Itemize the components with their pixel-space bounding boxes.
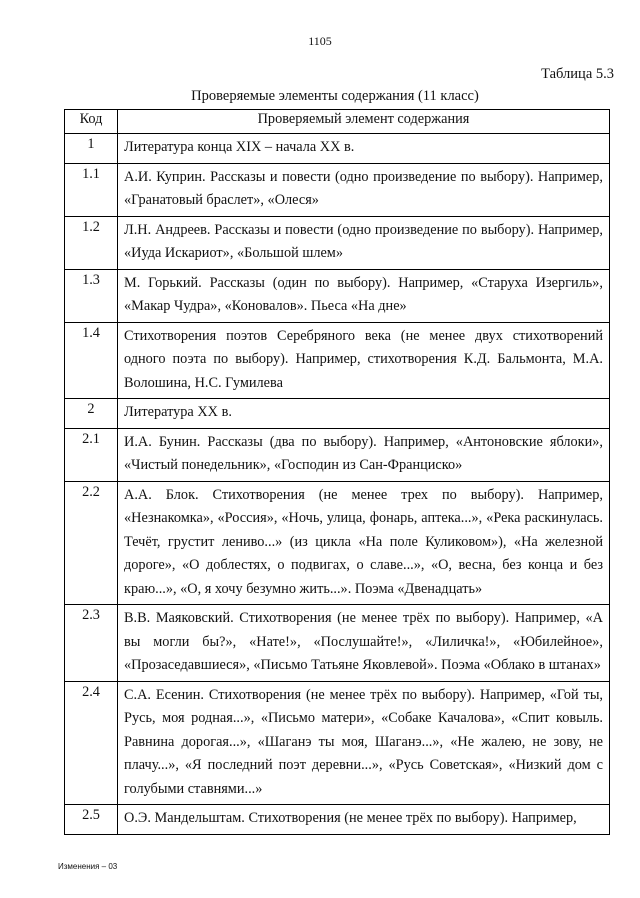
row-text: В.В. Маяковский. Стихотворения (не менее трёх по выбору). Например, «А вы могли бы?», «Нате!», «Послушайте!», «Лиличка!», «Юбилейное», «Прозаседавшиеся», «Письмо Татьяне Яковлевой». Поэма «Облако в штанах» [118,605,610,682]
row-code: 2.2 [65,481,118,605]
row-code: 1.3 [65,269,118,322]
table-row [65,399,610,429]
row-text: М. Горький. Рассказы (один по выбору). Например, «Старуха Изергиль», «Макар Чудра», «Коновалов». Пьеса «На дне» [118,269,610,322]
table-row [65,134,610,164]
table-row [65,681,610,805]
row-code: 2.4 [65,681,118,805]
row-text: И.А. Бунин. Рассказы (два по выбору). Например, «Антоновские яблоки», «Чистый понедельник», «Господин из Сан-Франциско» [118,428,610,481]
row-text: А.И. Куприн. Рассказы и повести (одно произведение по выбору). Например, «Гранатовый браслет», «Олеся» [118,163,610,216]
row-text: О.Э. Мандельштам. Стихотворения (не менее трёх по выбору). Например, [118,805,610,835]
row-text: С.А. Есенин. Стихотворения (не менее трёх по выбору). Например, «Гой ты, Русь, моя родная...», «Письмо матери», «Собаке Качалова», «Спит ковыль. Равнина дорогая...», «Шаганэ ты моя, Шаганэ...», «Не жалею, не зову, не плачу...», «Я последний поэт деревни...», «Русь Советская», «Низкий дом с голубыми ставнями...» [118,681,610,805]
table-row [65,605,610,682]
header-code: Код [65,110,118,134]
table-row [65,428,610,481]
row-text: А.А. Блок. Стихотворения (не менее трех по выбору). Например, «Незнакомка», «Россия», «Ночь, улица, фонарь, аптека...», «Река раскинулась. Течёт, грустит лениво...» (из цикла «На поле Куликовом»), «На железной дороге», «О доблестях, о подвигах, о славе...», «О, весна, без конца и без краю...», «О, я хочу безумно жить...». Поэма «Двенадцать» [118,481,610,605]
row-code: 1.4 [65,322,118,399]
header-element: Проверяемый элемент содержания [118,110,610,134]
row-code: 1.2 [65,216,118,269]
row-code: 1 [65,134,118,164]
table-title: Проверяемые элементы содержания (11 класс) [191,88,479,104]
table-label: Таблица 5.3 [541,66,614,82]
row-code: 2.5 [65,805,118,835]
table-row [65,322,610,399]
row-text: Стихотворения поэтов Серебряного века (не менее двух стихотворений одного поэта по выбору). Например, стихотворения К.Д. Бальмонта, М.А. Волошина, Н.С. Гумилева [118,322,610,399]
row-code: 2.1 [65,428,118,481]
row-text: Литература XX в. [118,399,610,429]
table-header-row [65,110,610,134]
row-text: Л.Н. Андреев. Рассказы и повести (одно произведение по выбору). Например, «Иуда Искариот», «Большой шлем» [118,216,610,269]
table-row [65,481,610,605]
row-code: 2 [65,399,118,429]
content-elements-table [64,109,610,835]
row-text: Литература конца XIX – начала XX в. [118,134,610,164]
row-code: 2.3 [65,605,118,682]
footer-revision: Изменения – 03 [58,862,118,871]
page-number: 1105 [308,34,332,48]
row-code: 1.1 [65,163,118,216]
table-row [65,269,610,322]
table-row [65,805,610,835]
table-row [65,163,610,216]
table-row [65,216,610,269]
